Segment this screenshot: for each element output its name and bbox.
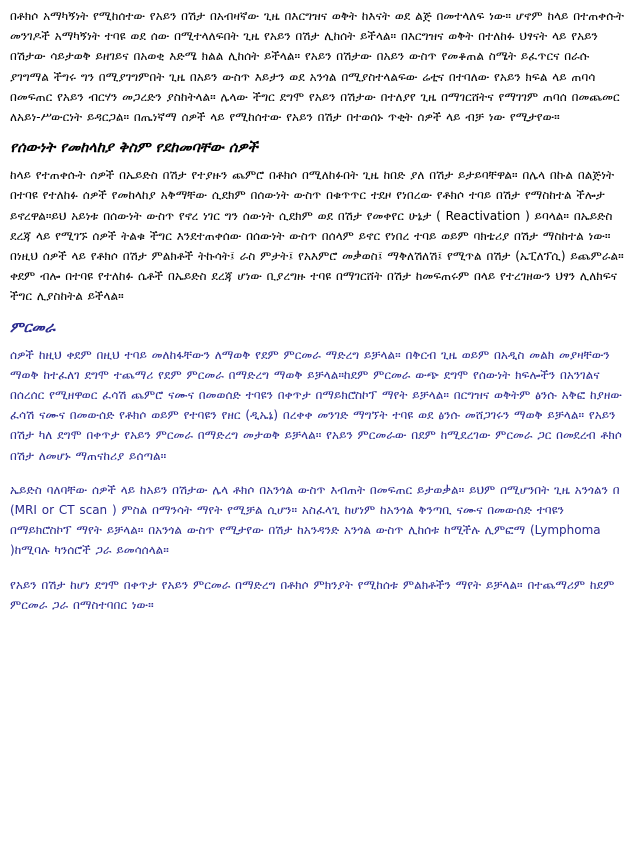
section-heading-diagnosis: ምርመራ (10, 319, 56, 336)
diagnosis-paragraph-2: ኤይድስ ባለባቸው ሰዎች ላይ ከአይን በሽታው ሌላ ቶክሶ በአንጎል ውስጥ እብጠት በመፍጠር ይታወቃል። ይህም በሚሆንበት ጊዜ አንጎልን በ (MRI or CT scan ) ምስል በማንሳት ማየት የሚቻል ሲሆን። አስፈላጊ ከሆነም ከአንጎል ቅንጣቢ ናሙና በመውሰድ ተባዩን በማይክሮስኮፕ ማየት ይቻላል። በአንጎል ውስጥ የሚታየው በሽታ ከአንዳንድ አንጎል ውስጥ ሊከሰቱ ከሚችሉ ሊምፎማ (Lymphoma )ከሚባሉ ካንሰሮች ጋራ ይመሳሰላል። (10, 482, 620, 558)
diagnosis-paragraph-1: ሰዎች ከዚህ ቀደም በዚህ ተባይ መለከፋቸውን ለማወቅ የደም ምርመራ ማድረግ ይቻላል። በቅርብ ጊዜ ወይም በአዲስ መልክ መያዛቸውን ማወቅ ከተፈለገ ደግሞ ተጨማሪ የደም ምርመራ በማድረግ ማወቅ ይቻላል።ከደም ምርመራ ውጭ ደግሞ የሰውነት ክፍሎችን በአንገልና በሰረሰር የሚዘዋወር ፈሳሽ ጨምሮ ናሙና በመወሰድ ተባዩን በቀጥታ በማይክሮስኮፕ ማየት ይቻላል። በርግዝና ወቅትም ፅንሱ አቅፎ ከያዘው ፈሳሽ ናሙና በመውሰድ የቶክሶ ወይም የተባዩን የዘር (ዲኤኔ) በረቀቀ መንገድ ማግኘት ተባዩ ወደ ፅንሱ መሸጋገሩን ማወቅ ይቻላል። የአይን በሽታ ካለ ደግሞ በቀጥታ የአይን ምርመራ በማድረግ መታወቅ ይቻላል። የአይን ምርመራው በደም ከሚደረገው ምርመራ ጋር በመደረብ ቶክሶ በሽታ ለመሆኑ ማጠናከሪያ ይሰጣል። (10, 347, 622, 463)
intro-paragraph: በቶክሶ አማካኝነት የሚከሰተው የአይን በሽታ በአብዛኛው ጊዜ በእርግዝና ወቅት ከእናት ወደ ልጅ በመተላለፍ ነው። ሆኖም ከላይ በተጠቀሱት መንገዶች አማካኝነት ተባዩ ወደ ሰው በሚተላለፍበት ጊዜ የአይን በሽታ ሊከሰት ይችላል። በእርግዝና ወቅት በተለከፉ ህፃናት ላይ የአይን በሽታው ሳይታወቅ ይዘገይና በአወቂ እድሜ ክልል ሊከሰት ይችላል። የአይን በሽታው በአይን ውስጥ የመቆጠል ስሜት ይፈጥርና በራሱ ያገግማል ችግሩ ግን በሚያገግምበት ጊዜ በአይን ውስጥ እይታን ወደ አንጎል በሚያስተላልፍው ሬቲና በተባለው የአይን ክፍል ላይ ጠባሳ በመፍጠር የአይን ብርሃን መጋረድን ያስከትላል። ሌላው ችግር ደግሞ የአይን በሽታው በተለያየ ጊዜ በማገርሸትና የማገገም ጠባሰ በመጨመር ለአይነ-ሥውርነት ይዳርጋል። በጤነኛማ ሰዎች ላይ የሚከሰተው የአይን በሽታ በተወሰኑ ጥቂት ሰዎች ላይ ብቻ ነው የሚታየው። (10, 9, 624, 125)
diagnosis-paragraph-3: የአይን በሽታ ከሆነ ደግሞ በቀጥታ የአይን ምርመራ በማድረግ በቶክሶ ምክንያት የሚከሰቱ ምልክቶችን ማየት ይቻላል። በተጨማሪም ከደም ምርመራ ጋራ በማስተባበር ነው። (10, 577, 615, 612)
section-heading-immunity: የሰውነት የመከላከያ ቅስም የደከመባቸው ሰዎች (10, 140, 258, 157)
immunity-paragraph: ከላይ የተጠቀሱት ሰዎች በኤይድስ በሽታ የተያዙን ጨምሮ በቶክሶ በሚለከፉበት ጊዜ ከበድ ያለ በሽታ ይታይባቸዋል። በሌላ በኩል በልጅነት በተባዩ የተለከፉ ሰዎች የመከላከያ አቅማቸው ሲደክም በሰውነት ውስጥ በቁጥጥር ተደዞ የነበረው የቶክሶ ተባይ በሽታ የማስከተል ችሎታ ይኖረዋል።ይህ አይነቱ በሰውነት ውስጥ የኖረ ነገር ግን ሰውነት ሲደክም ወደ በሽታ የመቀየር ሁኔታ ( Reactivation ) ይባላል። በኤይድስ ደረጃ ላይ የሚገኙ ሰዎች ትልቁ ችግር እንደተጠቀሰው በሰውነት ውስጥ በሰላም ይኖር የነበረ ተባይ ወይም ባክቴሪያ በሽታ ማስከተል ነው። በነዚህ ሰዎች ላይ የቶክሶ በሽታ ምልክቶች ትኩሳት፤ ራስ ምታት፤ የአእምሮ መቃወስ፤ ማቅለሽለሽ፤ የሚጥል በሽታ (ኤፒለፕሲ) ይጨምራል። ቀደም ብሎ በተባዩ የተለከፉ ሴቶች በኤይድስ ደረጃ ሆነው ቢያረግዙ ተባዩ በማገርሸት በሽታ ከመፍጠሩም በላይ የተረገዘውን ህፃን ሊለክፍና ችግር ሊያስከትል ይችላል። (10, 168, 624, 304)
